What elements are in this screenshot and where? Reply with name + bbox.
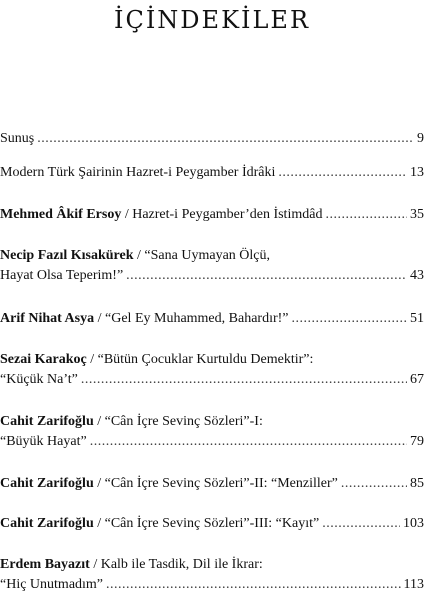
entry-title: / “Bütün Çocuklar Kurtuldu Demektir”:	[86, 352, 314, 367]
entry-title: Sunuş	[0, 131, 35, 146]
entry-title: / Kalb ile Tasdik, Dil ile İkrar:	[89, 557, 263, 572]
page-number: 67	[410, 372, 424, 387]
dot-leader	[106, 575, 400, 595]
dot-leader	[37, 129, 414, 149]
entry-title: / “Sana Uymayan Ölçü,	[133, 248, 270, 263]
entry-title: / “Cân İçre Sevinç Sözleri”-II: “Menziller”	[93, 476, 338, 491]
entry-author: Cahit Zarifoğlu	[0, 414, 94, 429]
dot-leader	[278, 163, 407, 183]
dot-leader	[90, 432, 407, 452]
entry-title: Modern Türk Şairinin Hazret-i Peygamber İdrâki	[0, 165, 276, 180]
toc-entry-cahit-zarifoglu-3[interactable]	[0, 514, 424, 534]
entry-title: / “Cân İçre Sevinç Sözleri”-III: “Kayıt”	[93, 516, 320, 531]
page-number: 13	[410, 165, 424, 180]
toc-entry-modern-turk-sairi[interactable]	[0, 163, 424, 183]
entry-author: Erdem Bayazıt	[0, 557, 90, 572]
toc-entry-sunus[interactable]	[0, 129, 424, 149]
entry-author: Mehmed Âkif Ersoy	[0, 207, 122, 222]
toc-entry-cahit-zarifoglu-2[interactable]	[0, 474, 424, 494]
toc-entry-sezai-karakoc[interactable]	[0, 350, 424, 390]
page-number: 9	[417, 131, 424, 146]
entry-title: / Hazret-i Peygamber’den İstimdâd	[121, 207, 323, 222]
toc-entry-arif-nihat-asya[interactable]	[0, 309, 424, 329]
toc-entry-necip-fazil[interactable]	[0, 246, 424, 286]
dot-leader	[325, 205, 407, 225]
page-title: İÇİNDEKİLER	[113, 6, 311, 34]
toc-entry-cahit-zarifoglu-1[interactable]	[0, 412, 424, 452]
toc-entry-erdem-bayazit[interactable]	[0, 555, 424, 595]
page-number: 103	[403, 516, 424, 531]
page-number: 35	[410, 207, 424, 222]
page-number: 79	[410, 434, 424, 449]
page-number: 113	[403, 577, 424, 592]
dot-leader	[341, 474, 407, 494]
entry-title-continued: Hayat Olsa Teperim!”	[0, 268, 124, 283]
dot-leader	[81, 370, 407, 390]
dot-leader	[126, 266, 407, 286]
entry-title: / “Cân İçre Sevinç Sözleri”-I:	[93, 414, 263, 429]
page-number: 85	[410, 476, 424, 491]
entry-author: Necip Fazıl Kısakürek	[0, 248, 134, 263]
entry-author: Arif Nihat Asya	[0, 311, 95, 326]
dot-leader	[292, 309, 407, 329]
entry-author: Sezai Karakoç	[0, 352, 87, 367]
page-number: 51	[410, 311, 424, 326]
entry-title-continued: “Küçük Na’t”	[0, 372, 78, 387]
entry-author: Cahit Zarifoğlu	[0, 516, 94, 531]
dot-leader	[322, 514, 400, 534]
entry-title-continued: “Büyük Hayat”	[0, 434, 87, 449]
page-number: 43	[410, 268, 424, 283]
toc-entry-akif-ersoy[interactable]	[0, 205, 424, 225]
entry-title: / “Gel Ey Muhammed, Bahardır!”	[94, 311, 289, 326]
entry-author: Cahit Zarifoğlu	[0, 476, 94, 491]
entry-title-continued: “Hiç Unutmadım”	[0, 577, 104, 592]
